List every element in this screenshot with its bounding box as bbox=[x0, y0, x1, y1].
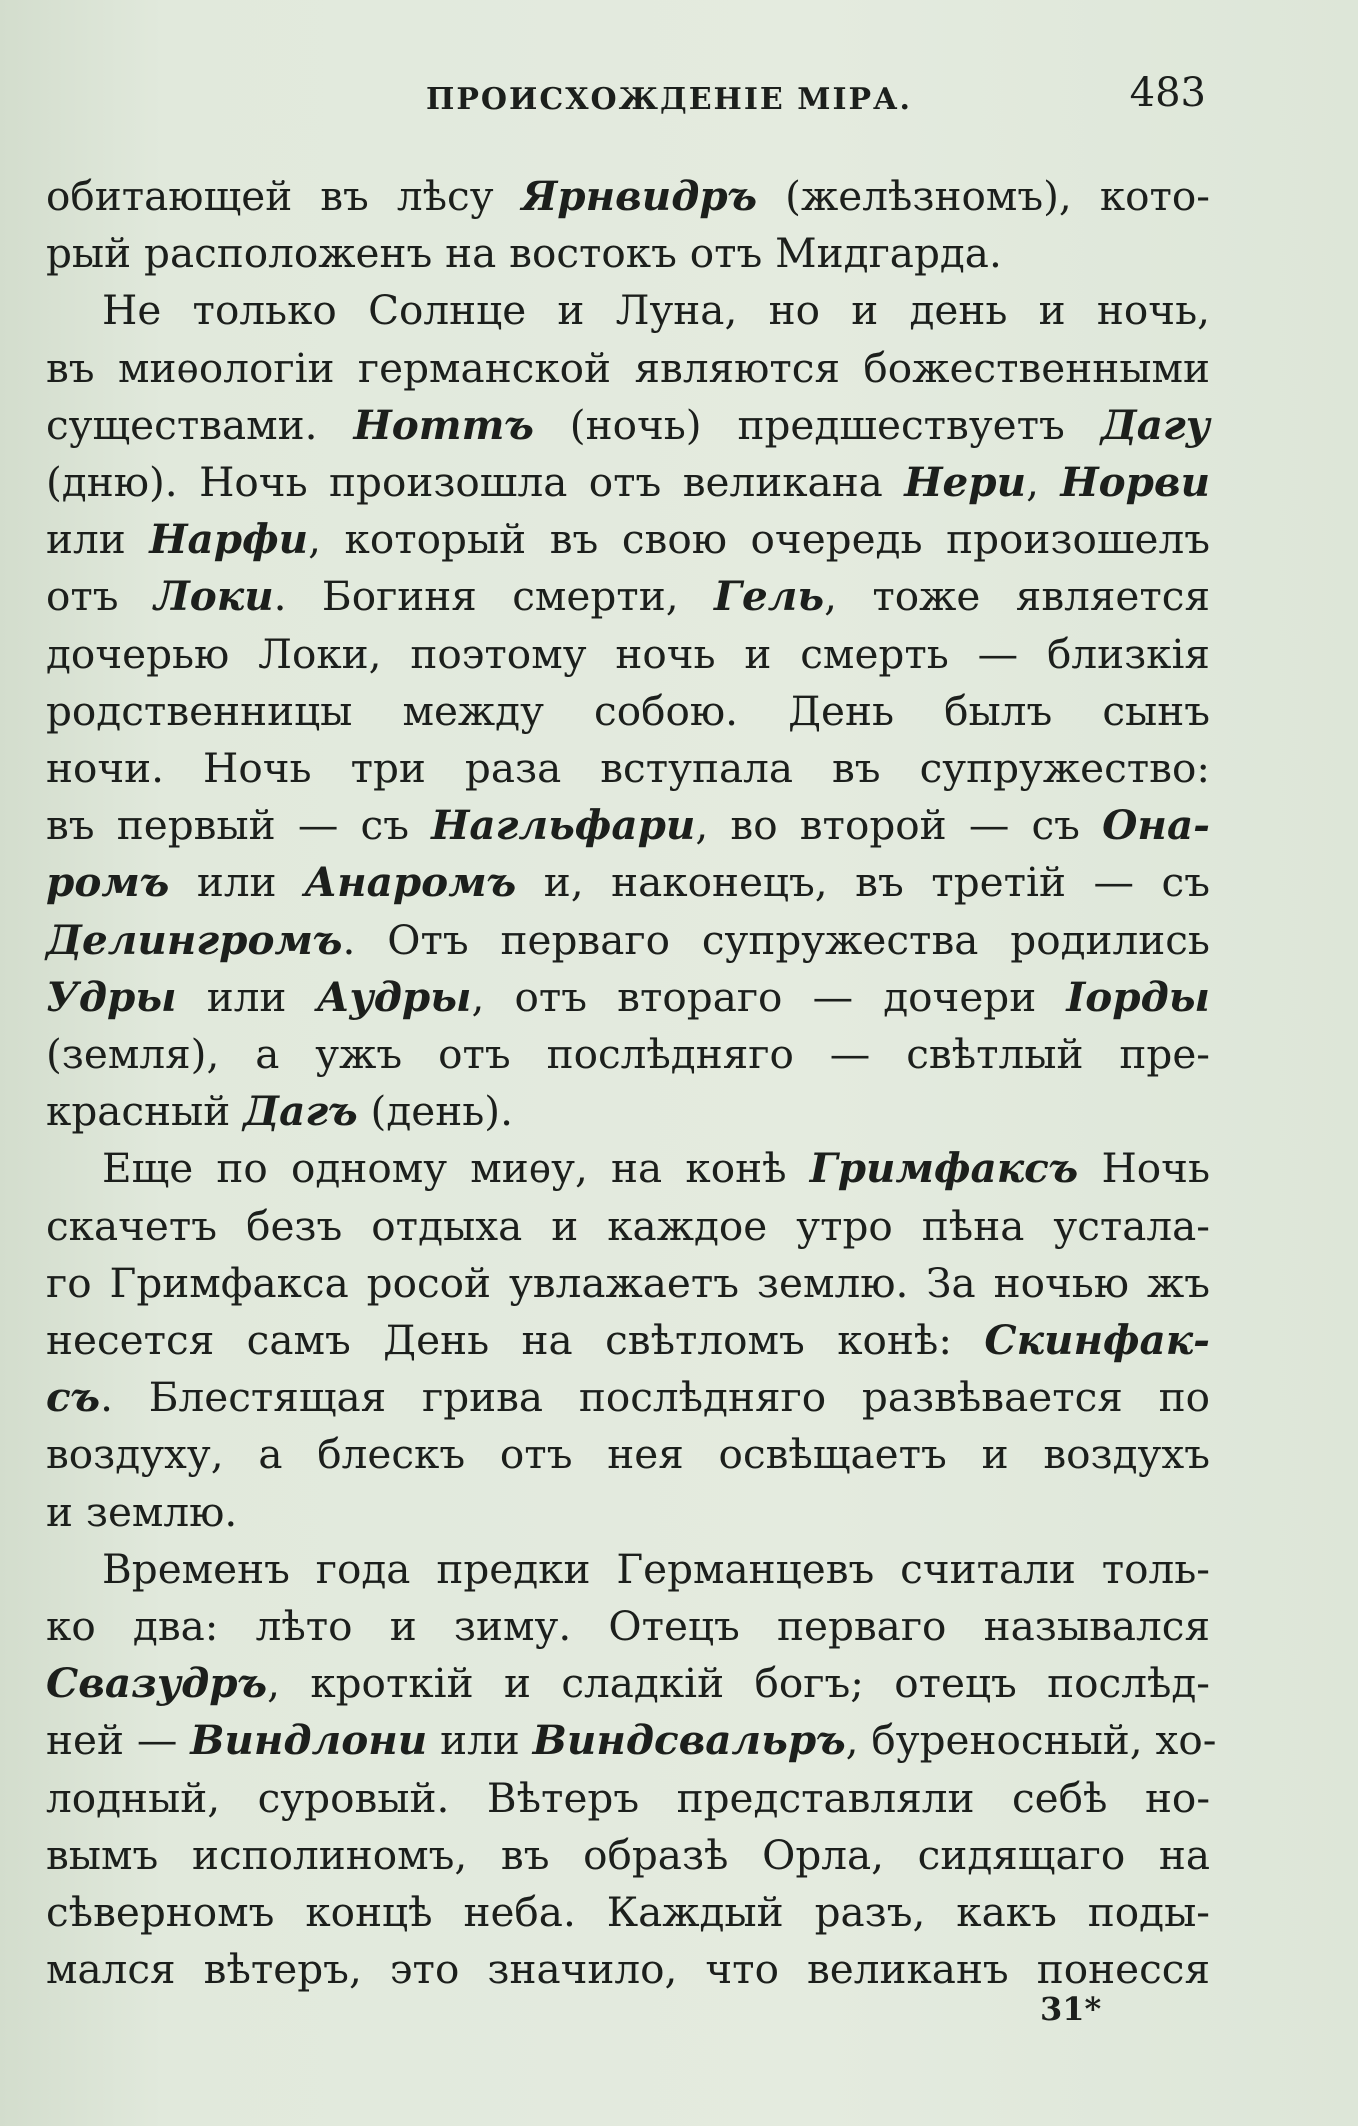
text-run: рый расположенъ на востокъ отъ Мидгарда. bbox=[46, 229, 1002, 278]
italic-name: Локи bbox=[153, 572, 274, 621]
text-line bbox=[46, 168, 1210, 225]
text-run: или bbox=[427, 1716, 533, 1765]
text-line bbox=[46, 1655, 1210, 1712]
text-run: отъ bbox=[46, 572, 154, 621]
text-line bbox=[46, 969, 1210, 1026]
text-line bbox=[46, 225, 1210, 282]
text-run: (земля), а ужъ отъ послѣдняго — свѣтлый пре- bbox=[46, 1030, 1210, 1079]
text-line bbox=[46, 1941, 1210, 1998]
text-run: , тоже является bbox=[824, 572, 1210, 621]
text-run: сѣверномъ концѣ неба. Каждый разъ, какъ поды- bbox=[46, 1888, 1210, 1937]
text-run: существами. bbox=[46, 400, 354, 449]
text-run: , буреносный, хо- bbox=[845, 1716, 1217, 1765]
italic-name: Нагльфари bbox=[431, 801, 696, 850]
text-run: (дню). Ночь произошла отъ великана bbox=[46, 458, 905, 507]
text-line bbox=[46, 626, 1210, 683]
text-line bbox=[46, 1083, 1210, 1140]
text-run: (день). bbox=[357, 1087, 513, 1136]
text-run: го Гримфакса росой увлажаетъ землю. За ночью жъ bbox=[46, 1258, 1210, 1307]
text-run: . Отъ перваго супружества родились bbox=[342, 915, 1210, 964]
italic-name: Дагъ bbox=[243, 1087, 358, 1136]
text-run: . Блестящая грива послѣдняго развѣвается по bbox=[100, 1373, 1210, 1422]
text-line bbox=[46, 1026, 1210, 1083]
italic-name: Анаромъ bbox=[304, 858, 517, 907]
text-run: . Богиня смерти, bbox=[273, 572, 714, 621]
text-run: (желѣзномъ), кото- bbox=[757, 172, 1210, 220]
italic-name: Нери bbox=[904, 458, 1027, 507]
text-run: въ первый — съ bbox=[46, 801, 432, 850]
italic-name: Норви bbox=[1060, 458, 1211, 507]
text-run: вымъ исполиномъ, въ образѣ Орла, сидящаго на bbox=[46, 1830, 1210, 1879]
text-line bbox=[46, 1426, 1210, 1483]
text-line bbox=[46, 1198, 1210, 1255]
text-line bbox=[46, 1484, 1210, 1541]
italic-name: Виндлони bbox=[190, 1716, 428, 1765]
text-line bbox=[46, 282, 1210, 339]
text-run: Ночь bbox=[1078, 1144, 1210, 1193]
italic-name: Делингромъ bbox=[46, 915, 343, 964]
text-line bbox=[46, 1140, 1210, 1197]
text-line bbox=[46, 912, 1210, 969]
text-line bbox=[46, 568, 1210, 625]
text-line bbox=[46, 1312, 1210, 1369]
text-run: , который въ свою очередь произошелъ bbox=[308, 515, 1210, 564]
text-line bbox=[46, 683, 1210, 740]
text-run: ко два: лѣто и зиму. Отецъ перваго назывался bbox=[46, 1602, 1210, 1651]
page-header bbox=[46, 70, 1206, 130]
text-run: лодный, суровый. Вѣтеръ представляли себѣ но- bbox=[46, 1773, 1210, 1822]
text-run: , кроткій и сладкій богъ; отецъ послѣд- bbox=[267, 1659, 1210, 1708]
text-line bbox=[46, 854, 1210, 911]
text-run: Не только Солнце и Луна, но и день и ночь, bbox=[102, 286, 1210, 335]
italic-name: Ярнвидръ bbox=[521, 172, 758, 220]
text-line bbox=[46, 797, 1210, 854]
text-line bbox=[46, 1255, 1210, 1312]
text-run: ночи. Ночь три раза вступала въ супружество: bbox=[46, 744, 1210, 793]
italic-name: Свазудръ bbox=[46, 1659, 268, 1708]
text-run: родственницы между собою. День былъ сынъ bbox=[46, 686, 1210, 735]
text-run: , во второй — съ bbox=[695, 801, 1103, 850]
text-run: , отъ втораго — дочери bbox=[471, 972, 1067, 1021]
text-run: и, наконецъ, въ третій — съ bbox=[516, 858, 1210, 907]
text-line bbox=[46, 1598, 1210, 1655]
text-run: обитающей въ лѣсу bbox=[46, 172, 522, 220]
text-line bbox=[46, 511, 1210, 568]
text-line bbox=[46, 1827, 1210, 1884]
italic-name: Удры bbox=[46, 972, 177, 1021]
printer-signature: 31* bbox=[1040, 1990, 1102, 2028]
text-run: или bbox=[176, 972, 317, 1021]
running-title: ПРОИСХОЖДЕНІЕ МІРА. bbox=[426, 82, 912, 117]
italic-name: Іорды bbox=[1066, 972, 1210, 1021]
text-line bbox=[46, 1369, 1210, 1426]
text-line bbox=[46, 1541, 1210, 1598]
text-run: Еще по одному миѳу, на конѣ bbox=[102, 1144, 810, 1193]
text-line bbox=[46, 1712, 1217, 1769]
italic-name: Дагу bbox=[1100, 400, 1210, 449]
text-line bbox=[46, 397, 1210, 454]
text-run: мался вѣтеръ, это значило, что великанъ понесся bbox=[46, 1945, 1210, 1994]
italic-name: Аудры bbox=[316, 972, 472, 1021]
text-line bbox=[46, 340, 1210, 397]
italic-name: Гримфаксъ bbox=[809, 1144, 1079, 1193]
text-run: ней — bbox=[46, 1716, 191, 1765]
italic-name: Гель bbox=[713, 572, 825, 621]
text-run: въ миѳологіи германской являются божественными bbox=[46, 343, 1210, 392]
text-run: скачетъ безъ отдыха и каждое утро пѣна устала- bbox=[46, 1201, 1210, 1250]
text-line bbox=[46, 454, 1210, 511]
text-run: , bbox=[1026, 458, 1061, 507]
text-run: или bbox=[169, 858, 305, 907]
italic-name: Скинфак- bbox=[984, 1316, 1210, 1365]
text-run: Временъ года предки Германцевъ считали толь- bbox=[102, 1544, 1210, 1593]
text-run: (ночь) предшествуетъ bbox=[533, 400, 1101, 449]
italic-name: ромъ bbox=[46, 858, 170, 907]
text-run: и землю. bbox=[46, 1487, 238, 1536]
text-run: несется самъ День на свѣтломъ конѣ: bbox=[46, 1316, 985, 1365]
italic-name: Ноттъ bbox=[353, 400, 534, 449]
italic-name: Она- bbox=[1102, 801, 1210, 850]
text-run: или bbox=[46, 515, 150, 564]
italic-name: Нарфи bbox=[149, 515, 309, 564]
text-run: воздуху, а блескъ отъ нея освѣщаетъ и воздухъ bbox=[46, 1430, 1210, 1479]
text-line bbox=[46, 740, 1210, 797]
page-number: 483 bbox=[1129, 70, 1206, 116]
text-run: красный bbox=[46, 1087, 244, 1136]
text-run: дочерью Локи, поэтому ночь и смерть — близкія bbox=[46, 629, 1210, 678]
text-line bbox=[46, 1884, 1210, 1941]
body-text bbox=[46, 168, 1217, 1999]
italic-name: съ bbox=[46, 1373, 101, 1422]
italic-name: Виндсвальръ bbox=[532, 1716, 846, 1765]
text-line bbox=[46, 1770, 1210, 1827]
